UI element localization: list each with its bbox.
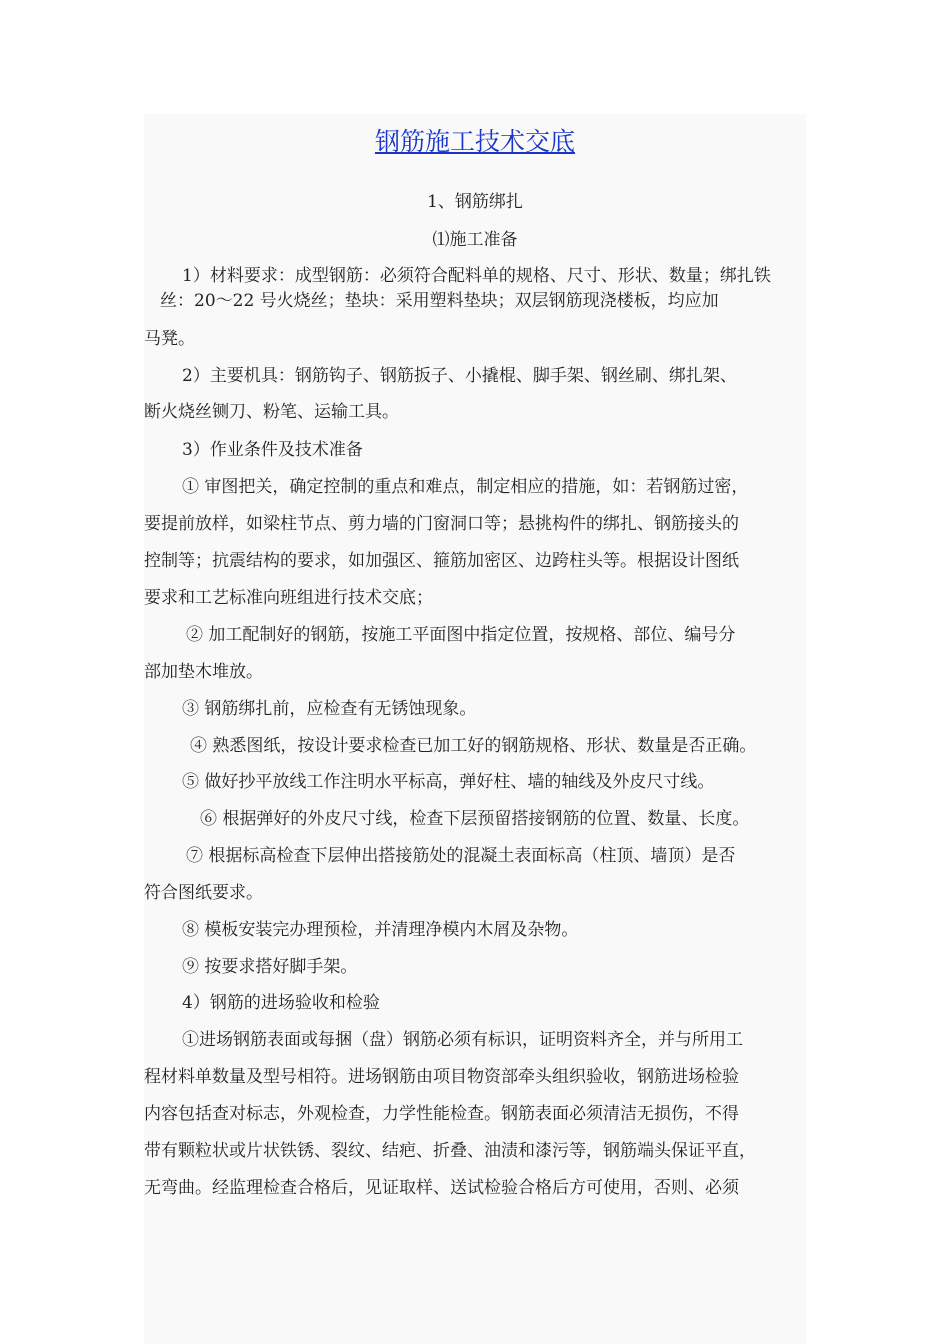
- paragraph-line: ⑥ 根据弹好的外皮尺寸线，检查下层预留搭接钢筋的位置、数量、长度。: [200, 809, 750, 829]
- section-heading: 1、钢筋绑扎: [427, 192, 523, 212]
- paragraph-line: 丝：20～22 号火烧丝；垫块：采用塑料垫块；双层钢筋现浇楼板，均应加: [160, 291, 719, 311]
- paragraph-line: ② 加工配制好的钢筋，按施工平面图中指定位置，按规格、部位、编号分: [186, 625, 736, 645]
- paragraph-line: 部加垫木堆放。: [144, 662, 263, 682]
- paragraph-line: 要提前放样，如梁柱节点、剪力墙的门窗洞口等；悬挑构件的绑扎、钢筋接头的: [144, 514, 739, 534]
- paragraph-line: 内容包括查对标志，外观检查，力学性能检查。钢筋表面必须清洁无损伤，不得: [144, 1104, 739, 1124]
- paragraph-line: 4）钢筋的进场验收和检验: [182, 993, 380, 1013]
- paragraph-line: 要求和工艺标准向班组进行技术交底；: [144, 588, 433, 608]
- paragraph-line: 无弯曲。经监理检查合格后，见证取样、送试检验合格后方可使用，否则、必须: [144, 1178, 739, 1198]
- paragraph-line: 2）主要机具：钢筋钩子、钢筋扳子、小撬棍、脚手架、钢丝刷、绑扎架、: [182, 366, 737, 386]
- paragraph-line: 断火烧丝铡刀、粉笔、运输工具。: [144, 402, 399, 422]
- paragraph-line: 控制等；抗震结构的要求，如加强区、箍筋加密区、边跨柱头等。根据设计图纸: [144, 551, 739, 571]
- paragraph-line: ⑤ 做好抄平放线工作注明水平标高，弹好柱、墙的轴线及外皮尺寸线。: [182, 772, 715, 792]
- paragraph-line: ④ 熟悉图纸，按设计要求检查已加工好的钢筋规格、形状、数量是否正确。: [190, 736, 757, 756]
- paragraph-line: ⑨ 按要求搭好脚手架。: [182, 957, 358, 977]
- paragraph-line: 符合图纸要求。: [144, 883, 263, 903]
- paragraph-line: ③ 钢筋绑扎前，应检查有无锈蚀现象。: [182, 699, 477, 719]
- document-title-link[interactable]: 钢筋施工技术交底: [374, 127, 575, 156]
- paragraph-line: ⑧ 模板安装完办理预检，并清理净模内木屑及杂物。: [182, 920, 579, 940]
- paragraph-line: 带有颗粒状或片状铁锈、裂纹、结疤、折叠、油渍和漆污等，钢筋端头保证平直，: [144, 1141, 756, 1161]
- paragraph-line: 1）材料要求：成型钢筋：必须符合配料单的规格、尺寸、形状、数量；绑扎铁: [182, 266, 771, 286]
- paragraph-line: ① 审图把关，确定控制的重点和难点，制定相应的措施，如：若钢筋过密，: [182, 477, 749, 497]
- paragraph-line: ①进场钢筋表面或每捆（盘）钢筋必须有标识，证明资料齐全，并与所用工: [182, 1030, 743, 1050]
- paragraph-line: 马凳。: [144, 329, 195, 349]
- paragraph-line: 程材料单数量及型号相符。进场钢筋由项目物资部牵头组织验收，钢筋进场检验: [144, 1067, 739, 1087]
- subsection-heading: ⑴施工准备: [432, 230, 518, 250]
- paragraph-line: ⑦ 根据标高检查下层伸出搭接筋处的混凝土表面标高（柱顶、墙顶）是否: [186, 846, 736, 866]
- paragraph-line: 3）作业条件及技术准备: [182, 440, 363, 460]
